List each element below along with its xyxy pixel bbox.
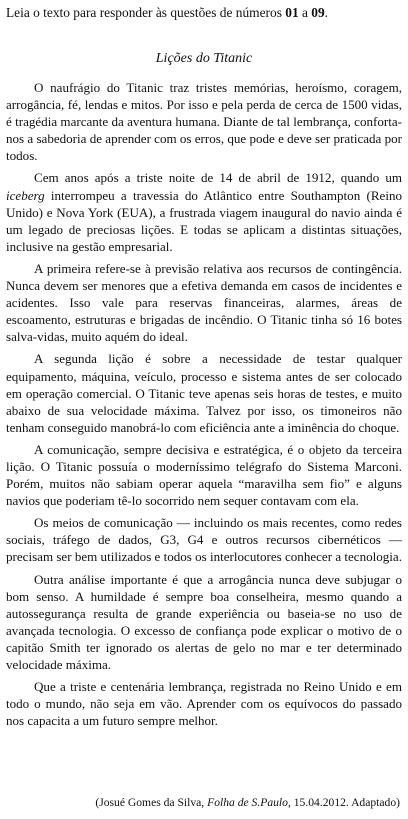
instruction-suffix: . [324,5,329,20]
paragraph-2-lead: Cem anos após a triste noite de 14 de abril de 1912, quando um [34,170,402,186]
source-rest: , 15.04.2012. Adaptado) [287,796,400,809]
paragraph-2-iceberg: iceberg [6,187,45,203]
paragraph-5: A comunicação, sempre decisiva e estratégica, é o objeto da terceira lição. O Titanic possuía o moderníssimo telégrafo do Sistema Marconi. Porém, muitos não sabiam operar aquela “maravilha sem fio” e alguns navios que poderiam tê-lo socorrido nem sequer contavam com ela. [6,441,402,509]
article-title: Lições do Titanic [155,51,253,66]
instruction-middle: a [298,5,312,20]
paragraph-3: A primeira refere-se à previsão relativa aos recursos de contingência. Nunca devem ser menores que a efetiva demanda em casos de incidentes e acidentes. Isso vale para reservas financeiras, alarmes, áreas de escoamento, estruturas e brigadas de incêndio. O Titanic tinha só 16 botes salva-vidas, muito aquém do ideal. [6,260,402,345]
paragraph-1: O naufrágio do Titanic traz tristes memórias, heroísmo, coragem, arrogância, fé, lendas e mitos. Por isso e pela perda de cerca de 1500 vidas, é tragédia marcante da aventura humana. Diante de tal lembrança, conforta-nos a sabedoria de aprender com os erros, que pode e deve ser praticada por todos. [6,80,402,164]
paragraph-2-rest: interrompeu a travessia do Atlântico entre Southampton (Reino Unido) e Nova York (EUA), a frustrada viagem inaugural do navio ainda é um legado de preciosas lições. E todas se aplicam a distintas situações, inclusive na gestão empresarial. [6,187,402,254]
article-body [6,79,402,734]
paragraph-6: Os meios de comunicação — incluindo os mais recentes, como redes sociais, tráfego de dados, G3, G4 e outros recursos cibernéticos — precisam ser bem utilizados e todos os interlocutores conhecer a tecnologia. [6,515,402,565]
instruction-prefix: Leia o texto para responder às questões de números [6,5,286,20]
instruction-line [6,4,328,21]
source-citation [95,795,400,810]
source-author: Josué Gomes da Silva, [99,796,208,809]
paragraph-8: Que a triste e centenária lembrança, registrada no Reino Unido e em todo o mundo, não seja em vão. Aprender com os equívocos do passado nos capacita a um futuro sempre melhor. [6,679,402,729]
question-start-number: 01 [285,5,299,20]
paragraph-7: Outra análise importante é que a arrogância nunca deve subjugar o bom senso. A humildade é sempre boa conselheira, mesmo quando a autossegurança resulta de grande experiência ou baseia-se no uso de avançada tecnologia. O excesso de confiança pode explicar o motivo de o capitão Smith ter ignorado os alertas de gelo no mar e ter determinado velocidade máxima. [6,571,402,672]
source-publication: Folha de S.Paulo [207,796,288,809]
paragraph-4: A segunda lição é sobre a necessidade de testar qualquer equipamento, máquina, veículo, processo e sistema antes de ser colocado em operação comercial. O Titanic teve apenas seis horas de testes, e muito abaixo de sua velocidade máxima. Talvez por isso, os timoneiros não tenham conseguido manobrá-lo com eficiência ante a iminência do choque. [6,351,402,435]
paragraph-2 [6,169,402,254]
source-open: ( [95,796,100,809]
question-end-number: 09 [311,5,325,20]
